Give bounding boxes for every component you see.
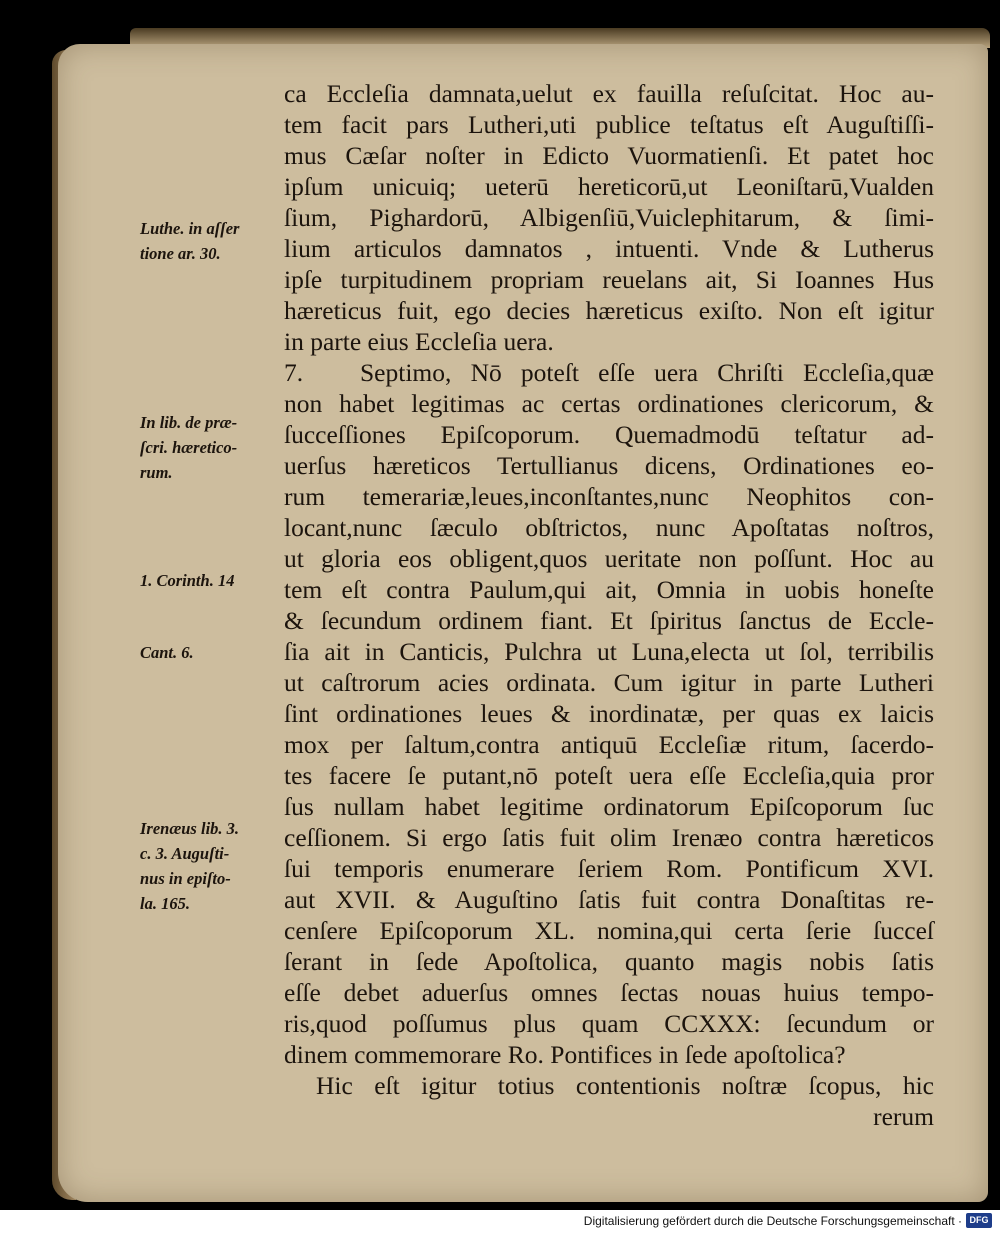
text-line: Hic eſt igitur totius contentionis noſtræ ſcopus, hic [316, 1071, 934, 1100]
text-line: ut gloria eos obligent,quos ueritate non poſſunt. Hoc au [284, 544, 934, 573]
text-line: cenſere Epiſcoporum XL. nomina,qui certa ſerie ſucceſ [284, 916, 934, 945]
text-line: non habet legitimas ac certas ordinationes clericorum, & [284, 389, 934, 418]
text-line: uerſus hæreticos Tertullianus dicens, Ordinationes eo- [284, 451, 934, 480]
text-line: mus Cæſar noſter in Edicto Vuormatienſi. Et patet hoc [284, 141, 934, 170]
text-line: ſerant in ſede Apoſtolica, quanto magis nobis ſatis [284, 947, 934, 976]
text-line: lium articulos damnatos , intuenti. Vnde & Lutherus [284, 234, 934, 263]
margin-note-line: Irenæus lib. 3. [140, 819, 240, 838]
text-line: tem eſt contra Paulum,qui ait, Omnia in uobis honeſte [284, 575, 934, 604]
text-line: mox per ſaltum,contra antiquū Eccleſiæ ritum, ſacerdo- [284, 730, 934, 759]
dfg-logo: DFG [966, 1213, 992, 1228]
funding-notice: Digitalisierung gefördert durch die Deutsche Forschungsgemeinschaft · [583, 1214, 962, 1228]
margin-note-line: 1. Corinth. 14 [140, 571, 235, 590]
body-text [284, 78, 934, 1132]
text-line: Septimo, Nō poteſt eſſe uera Chriſti Eccleſia,quæ [360, 358, 934, 387]
margin-note-tertullian [140, 410, 280, 485]
text-line: ipſum unicuiq; ueterū hereticorū,ut Leoniſtarū,Vualden [284, 172, 934, 201]
text-line: locant,nunc ſæculo obſtrictos, nunc Apoſtatas noſtros, [284, 513, 934, 542]
text-line: ca Eccleſia damnata,uelut ex fauilla reſuſcitat. Hoc au- [284, 79, 934, 108]
margin-note-line: In lib. de præ- [140, 413, 238, 432]
margin-note-line: nus in epiſto- [140, 869, 231, 888]
text-line: eſſe debet aduerſus omnes ſectas nouas huius tempo- [284, 978, 934, 1007]
text-line: ut caſtrorum acies ordinata. Cum igitur in parte Lutheri [284, 668, 934, 697]
text-line: ſui temporis enumerare ſeriem Rom. Pontificum XVI. [284, 854, 934, 883]
text-line: & ſecundum ordinem fiant. Et ſpiritus ſanctus de Eccle- [284, 606, 934, 635]
margin-note-line: tione ar. 30. [140, 244, 221, 263]
margin-note-canticles [140, 640, 280, 665]
text-line: ſint ordinationes leues & inordinatæ, per quas ex laicis [284, 699, 934, 728]
paragraph-mark: 7. [284, 358, 304, 387]
text-line: aut XVII. & Auguſtino ſatis fuit contra Donaſtitas re- [284, 885, 934, 914]
text-line: ſium, Pighardorū, Albigenſiū,Vuiclephitarum, & ſimi- [284, 203, 934, 232]
catchword: rerum [873, 1102, 934, 1131]
margin-note-line: rum. [140, 463, 173, 482]
margin-note-line: Cant. 6. [140, 643, 194, 662]
text-line: ipſe turpitudinem propriam reuelans ait, Si Ioannes Hus [284, 265, 934, 294]
margin-note-line: Luthe. in aſſer [140, 219, 240, 238]
paragraph-line [284, 357, 934, 388]
text-line: hæreticus fuit, ego decies hæreticus exiſto. Non eſt igitur [284, 296, 934, 325]
margin-note-line: la. 165. [140, 894, 190, 913]
footer-bar [0, 1210, 1000, 1233]
margin-note-line: c. 3. Auguſti- [140, 844, 230, 863]
margin-note-luther [140, 216, 280, 266]
text-line: ris,quod poſſumus plus quam CCXXX: ſecundum or [284, 1009, 934, 1038]
text-line: tes facere ſe putant,nō poteſt uera eſſe Eccleſia,quia pror [284, 761, 934, 790]
margin-note-irenaeus [140, 816, 280, 916]
text-line: ceſſionem. Si ergo ſatis fuit olim Irenæo contra hæreticos [284, 823, 934, 852]
text-line: dinem commemorare Ro. Pontifices in ſede apoſtolica? [284, 1040, 846, 1069]
text-line: rum temerariæ,leues,inconſtantes,nunc Neophitos con- [284, 482, 934, 511]
margin-note-corinthians [140, 568, 280, 593]
text-line: in parte eius Eccleſia uera. [284, 327, 554, 356]
text-line: tem facit pars Lutheri,uti publice teſtatus eſt Auguſtiſſi- [284, 110, 934, 139]
text-line: ſus nullam habet legitime ordinatorum Epiſcoporum ſuc [284, 792, 934, 821]
margin-note-line: ſcri. hæretico- [140, 438, 238, 457]
text-line: ſucceſſiones Epiſcoporum. Quemadmodū teſtatur ad- [284, 420, 934, 449]
text-line: ſia ait in Canticis, Pulchra ut Luna,electa ut ſol, terribilis [284, 637, 934, 666]
